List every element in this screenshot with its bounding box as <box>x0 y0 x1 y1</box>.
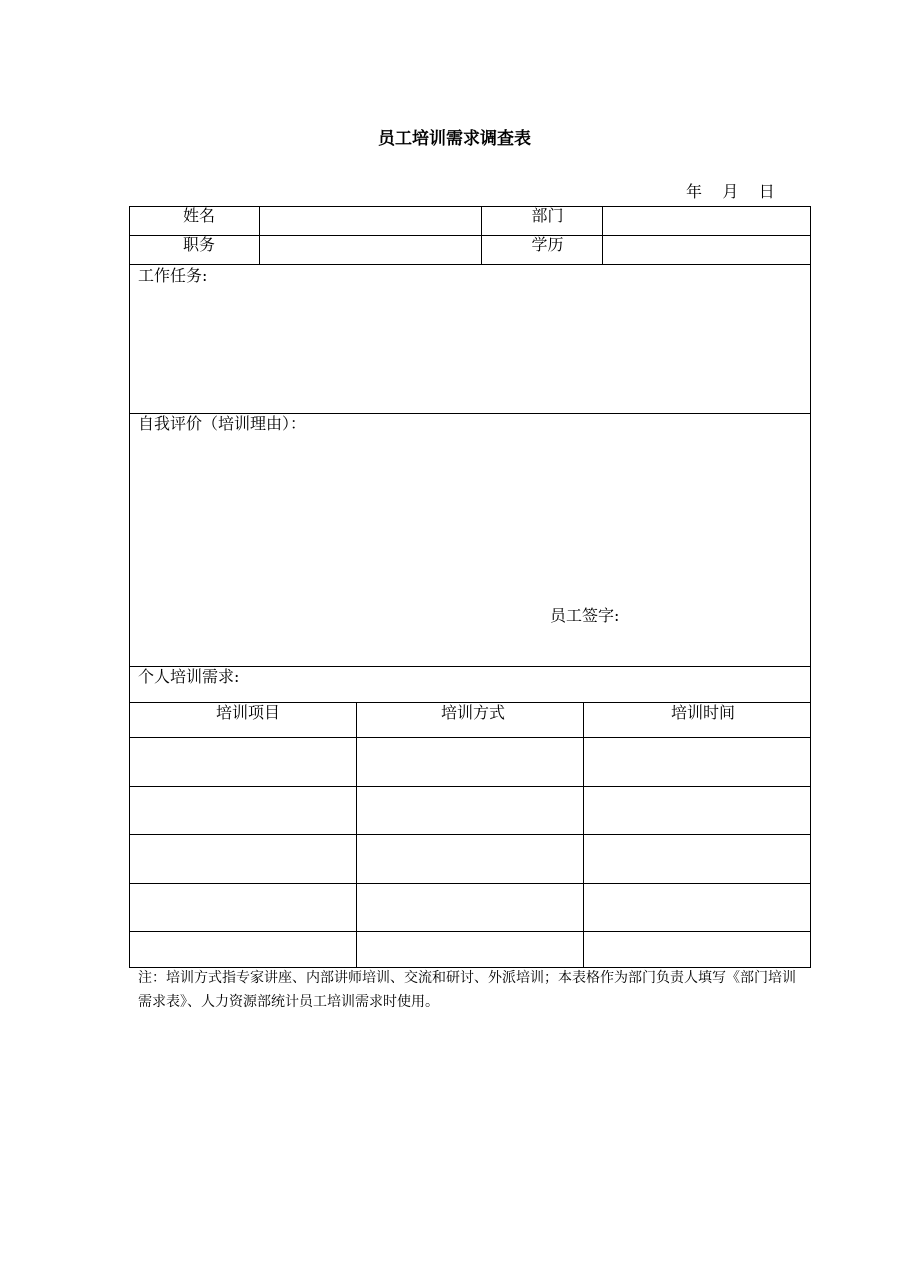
work-tasks-field[interactable] <box>130 288 810 412</box>
training-time-cell[interactable] <box>584 835 810 883</box>
training-item-cell[interactable] <box>130 932 356 967</box>
training-method-cell[interactable] <box>357 884 583 931</box>
training-time-cell[interactable] <box>584 932 810 967</box>
personal-needs-label: 个人培训需求: <box>138 667 240 686</box>
self-eval-label: 自我评价（培训理由）： <box>138 414 307 433</box>
document-title: 员工培训需求调查表 <box>378 129 531 149</box>
self-eval-field[interactable] <box>130 436 810 664</box>
training-method-cell[interactable] <box>357 932 583 967</box>
position-field[interactable] <box>260 236 481 264</box>
form-border-right <box>810 206 811 968</box>
name-label: 姓名 <box>182 206 215 225</box>
header-training-method: 培训方式 <box>440 703 505 722</box>
education-label: 学历 <box>531 235 564 254</box>
training-item-cell[interactable] <box>130 787 356 834</box>
training-time-cell[interactable] <box>584 787 810 834</box>
training-item-cell[interactable] <box>130 884 356 931</box>
training-item-cell[interactable] <box>130 738 356 786</box>
date-line: 年 月 日 <box>686 182 775 201</box>
training-method-cell[interactable] <box>357 787 583 834</box>
position-label: 职务 <box>182 235 215 254</box>
dept-label: 部门 <box>531 206 564 225</box>
work-tasks-label: 工作任务: <box>138 266 208 285</box>
training-method-cell[interactable] <box>357 835 583 883</box>
training-item-cell[interactable] <box>130 835 356 883</box>
dept-field[interactable] <box>603 206 810 235</box>
signature-label: 员工签字: <box>550 606 620 625</box>
header-training-item: 培训项目 <box>215 703 280 722</box>
training-method-cell[interactable] <box>357 738 583 786</box>
info-section-bottom <box>129 264 811 265</box>
training-time-cell[interactable] <box>584 884 810 931</box>
education-field[interactable] <box>603 236 810 264</box>
name-field[interactable] <box>260 206 481 235</box>
footnote: 注：培训方式指专家讲座、内部讲师培训、交流和研讨、外派培训；本表格作为部门负责人填写《部门培训需求表》、人力资源部统计员工培训需求时使用。 <box>138 970 796 1010</box>
survey-form <box>129 206 811 968</box>
training-time-cell[interactable] <box>584 738 810 786</box>
header-training-time: 培训时间 <box>670 703 735 722</box>
